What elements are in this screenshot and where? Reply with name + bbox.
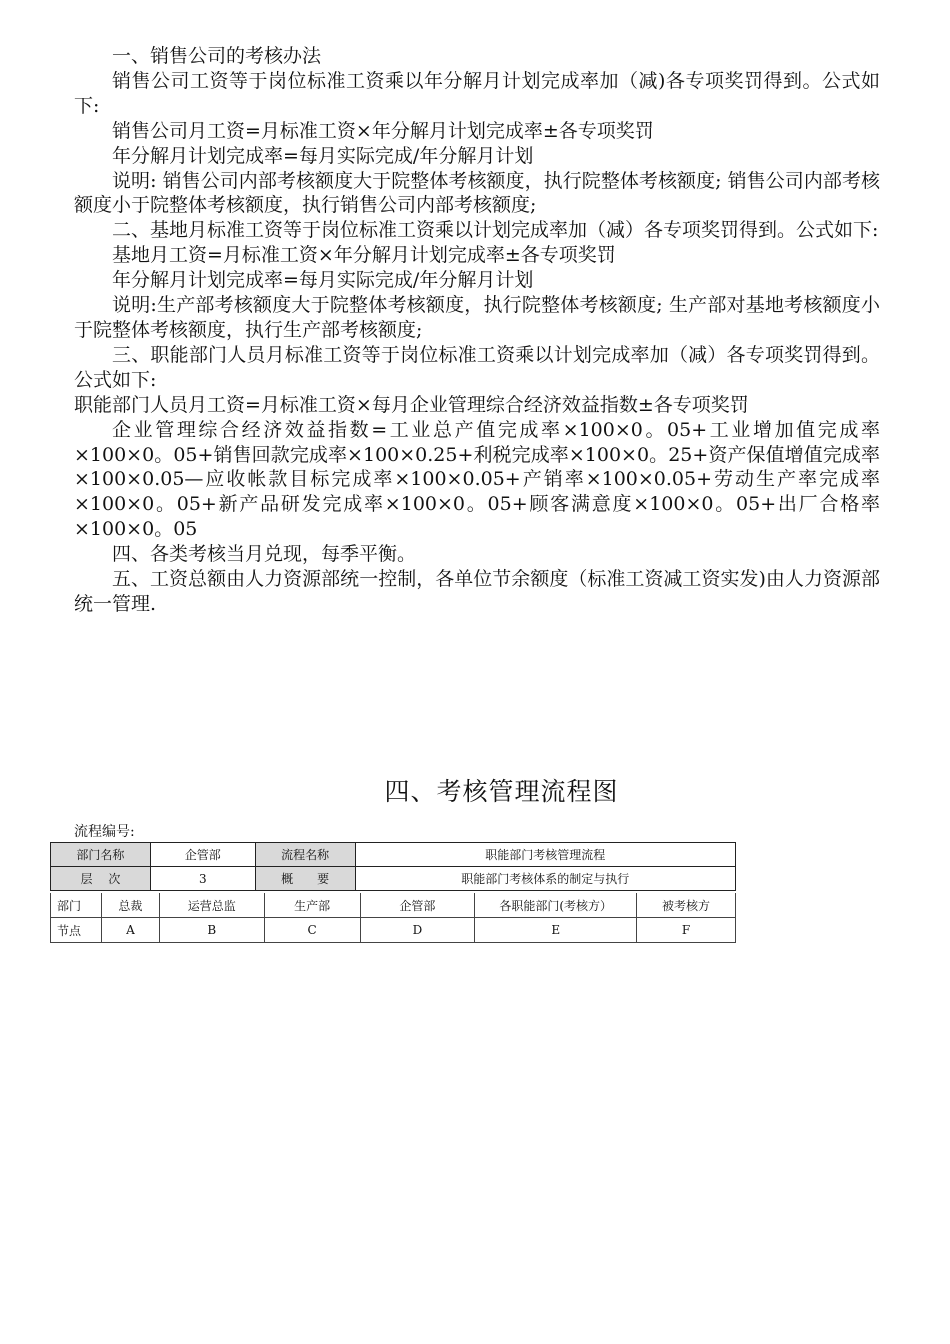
paragraph: 一、销售公司的考核办法: [112, 45, 322, 67]
process-info-table: [50, 842, 736, 891]
department-cell: 企管部: [360, 893, 475, 918]
body-text: [74, 44, 880, 617]
paragraph: 基地月工资=月标准工资×年分解月计划完成率±各专项奖罚: [112, 244, 616, 267]
info-row: [51, 867, 736, 891]
paragraph: 五、工资总额由人力资源部统一控制，各单位节余额度（标准工资减工资实发)由人力资源部统一管理.: [74, 568, 880, 615]
paragraph: 企业管理综合经济效益指数=工业总产值完成率×100×0。05+工业增加值完成率×100×0。05+销售回款完成率×100×0.25+利税完成率×100×0。25+资产保值增值完成率×100×0.05—应收帐款目标完成率×100×0.05+产销率×100×0.05+劳动生产率完成率×100×0。05+新产品研发完成率×100×0。05+顾客满意度×100×0。05+出厂合格率×100×0。05: [74, 418, 880, 541]
paragraph: 年分解月计划完成率=每月实际完成/年分解月计划: [112, 269, 534, 292]
department-cell: 运营总监: [159, 893, 264, 918]
department-cell: 被考核方: [637, 893, 736, 918]
paragraph: 四、各类考核当月兑现，每季平衡。: [112, 543, 417, 566]
info-row: [51, 843, 736, 867]
node-cell: A: [101, 918, 159, 943]
paragraph: 销售公司月工资=月标准工资×年分解月计划完成率±各专项奖罚: [112, 119, 654, 142]
department-cell: 总裁: [101, 893, 159, 918]
paragraph: 二、基地月标准工资等于岗位标准工资乘以计划完成率加（减）各专项奖罚得到。公式如下:: [112, 219, 879, 242]
flow-name-label: 流程名称: [255, 843, 355, 867]
node-cell: C: [264, 918, 360, 943]
flow-name-value: 职能部门考核管理流程: [355, 843, 735, 867]
paragraph: 说明: 销售公司内部考核额度大于院整体考核额度，执行院整体考核额度; 销售公司内部考核额度小于院整体考核额度，执行销售公司内部考核额度;: [74, 169, 880, 217]
node-cell: E: [475, 918, 637, 943]
department-cell: 各职能部门(考核方）: [475, 893, 637, 918]
dept-name-value: 企管部: [150, 843, 255, 867]
paragraph: 说明:生产部考核额度大于院整体考核额度，执行院整体考核额度; 生产部对基地考核额度小于院整体考核额度，执行生产部考核额度;: [74, 294, 880, 341]
paragraph: 职能部门人员月工资=月标准工资×每月企业管理综合经济效益指数±各专项奖罚: [74, 393, 749, 416]
summary-value: 职能部门考核体系的制定与执行: [355, 867, 735, 891]
level-value: 3: [150, 867, 255, 891]
department-cell: 生产部: [264, 893, 360, 918]
department-row-label: 部门: [51, 893, 102, 918]
level-label: 层 次: [51, 867, 151, 891]
process-number-label: 流程编号:: [74, 824, 135, 840]
node-cell: B: [159, 918, 264, 943]
dept-name-label: 部门名称: [51, 843, 151, 867]
paragraph: 销售公司工资等于岗位标准工资乘以年分解月计划完成率加（减)各专项奖罚得到。公式如下:: [74, 69, 880, 117]
paragraph: 年分解月计划完成率=每月实际完成/年分解月计划: [112, 144, 534, 167]
flow-nodes-table: [50, 893, 736, 943]
summary-label: 概 要: [255, 867, 355, 891]
section-title: 四、考核管理流程图: [384, 777, 619, 806]
node-cell: D: [360, 918, 475, 943]
node-row: [51, 918, 736, 943]
paragraph: 三、职能部门人员月标准工资等于岗位标准工资乘以计划完成率加（减）各专项奖罚得到。公式如下:: [74, 343, 880, 391]
node-row-label: 节点: [51, 918, 102, 943]
department-row: [51, 893, 736, 918]
node-cell: F: [637, 918, 736, 943]
